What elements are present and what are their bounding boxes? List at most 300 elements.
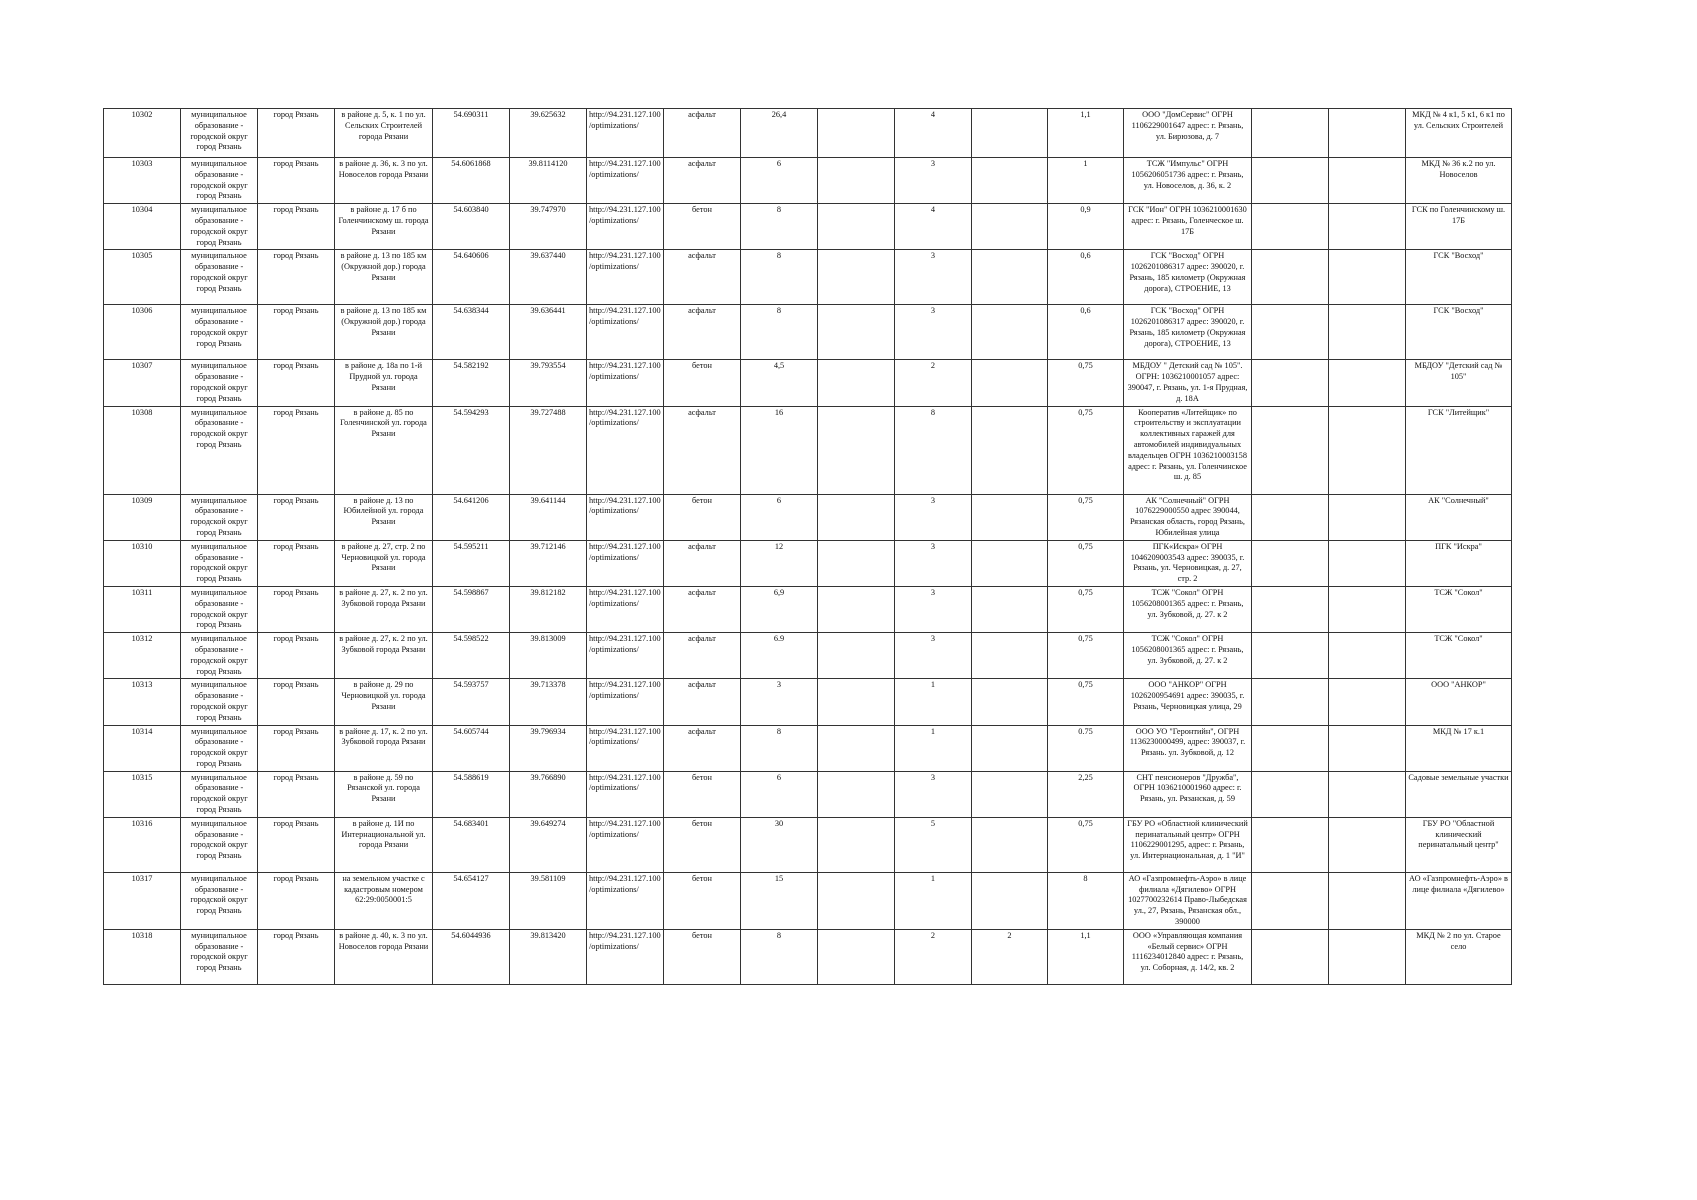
table-row [104, 406, 1512, 494]
cell-latitude: 54.6061868 [433, 158, 510, 204]
cell-col-10 [818, 204, 895, 250]
cell-col-16 [1329, 494, 1406, 540]
cell-area: 8 [741, 725, 818, 771]
cell-distance: 0,75 [1048, 360, 1124, 406]
cell-id: 10313 [104, 679, 181, 725]
cell-id: 10316 [104, 817, 181, 872]
cell-settlement: город Рязань [258, 929, 335, 984]
cell-col-15 [1252, 204, 1329, 250]
cell-area: 6,9 [741, 586, 818, 632]
cell-latitude: 54.683401 [433, 817, 510, 872]
cell-location: в районе д. 1И по Интернациональной ул. города Рязани [335, 817, 433, 872]
cell-col-15 [1252, 305, 1329, 360]
cell-distance: 0,9 [1048, 204, 1124, 250]
cell-col-16 [1329, 109, 1406, 158]
cell-municipality: муниципальное образование - городской округ город Рязань [181, 817, 258, 872]
cell-spaces: 3 [895, 771, 972, 817]
cell-map-link: http://94.231.127.100/optimizations/ [587, 771, 664, 817]
cell-surface-type: асфальт [664, 158, 741, 204]
cell-area: 3 [741, 679, 818, 725]
cell-spaces-extra [972, 305, 1048, 360]
cell-distance: 0,75 [1048, 406, 1124, 494]
cell-latitude: 54.6044936 [433, 929, 510, 984]
cell-latitude: 54.598867 [433, 586, 510, 632]
table-row [104, 250, 1512, 305]
cell-owner-info: ООО УО "Геронтийн", ОГРН 1136230000499, адрес: 390037, г. Рязань. ул. Зубковой, д. 12 [1124, 725, 1252, 771]
cell-spaces-extra [972, 250, 1048, 305]
cell-location: в районе д. 18а по 1-й Прудной ул. города Рязани [335, 360, 433, 406]
cell-surface-type: бетон [664, 204, 741, 250]
cell-longitude: 39.747970 [510, 204, 587, 250]
cell-surface-type: асфальт [664, 250, 741, 305]
cell-location: в районе д. 27, к. 2 по ул. Зубковой города Рязани [335, 586, 433, 632]
cell-owner-info: ООО "АНКОР" ОГРН 1026200954691 адрес: 390035, г. Рязань, Черновицкая улица, 29 [1124, 679, 1252, 725]
cell-owner-info: ГСК "Восход" ОГРН 1026201086317 адрес: 390020, г. Рязань, 185 километр (Окружная дорога), СТРОЕНИЕ, 13 [1124, 305, 1252, 360]
cell-distance: 0,75 [1048, 540, 1124, 586]
cell-map-link: http://94.231.127.100/optimizations/ [587, 817, 664, 872]
cell-spaces-extra [972, 586, 1048, 632]
cell-distance: 1,1 [1048, 929, 1124, 984]
cell-spaces: 3 [895, 250, 972, 305]
cell-map-link: http://94.231.127.100/optimizations/ [587, 158, 664, 204]
cell-id: 10317 [104, 872, 181, 929]
cell-distance: 1 [1048, 158, 1124, 204]
cell-served-objects: ПГК "Искра" [1406, 540, 1512, 586]
cell-col-15 [1252, 679, 1329, 725]
cell-area: 6.9 [741, 633, 818, 679]
cell-col-10 [818, 250, 895, 305]
cell-col-10 [818, 586, 895, 632]
cell-location: в районе д. 59 по Рязанской ул. города Рязани [335, 771, 433, 817]
cell-longitude: 39.581109 [510, 872, 587, 929]
cell-spaces: 2 [895, 360, 972, 406]
cell-spaces: 3 [895, 305, 972, 360]
table-row [104, 817, 1512, 872]
cell-settlement: город Рязань [258, 872, 335, 929]
cell-location: в районе д. 17, к. 2 по ул. Зубковой города Рязани [335, 725, 433, 771]
cell-latitude: 54.582192 [433, 360, 510, 406]
cell-col-16 [1329, 204, 1406, 250]
cell-municipality: муниципальное образование - городской округ город Рязань [181, 406, 258, 494]
cell-col-15 [1252, 929, 1329, 984]
cell-settlement: город Рязань [258, 360, 335, 406]
table-row [104, 872, 1512, 929]
cell-longitude: 39.813420 [510, 929, 587, 984]
cell-served-objects: ТСЖ "Сокол" [1406, 586, 1512, 632]
cell-latitude: 54.654127 [433, 872, 510, 929]
cell-settlement: город Рязань [258, 109, 335, 158]
cell-municipality: муниципальное образование - городской округ город Рязань [181, 633, 258, 679]
cell-col-10 [818, 771, 895, 817]
cell-municipality: муниципальное образование - городской округ город Рязань [181, 360, 258, 406]
cell-map-link: http://94.231.127.100/optimizations/ [587, 250, 664, 305]
cell-distance: 0,75 [1048, 633, 1124, 679]
cell-municipality: муниципальное образование - городской округ город Рязань [181, 250, 258, 305]
cell-col-15 [1252, 586, 1329, 632]
cell-served-objects: МКД № 2 по ул. Старое село [1406, 929, 1512, 984]
cell-id: 10308 [104, 406, 181, 494]
table-row [104, 204, 1512, 250]
cell-distance: 0,75 [1048, 817, 1124, 872]
table-row [104, 305, 1512, 360]
cell-settlement: город Рязань [258, 771, 335, 817]
cell-col-15 [1252, 872, 1329, 929]
cell-surface-type: асфальт [664, 406, 741, 494]
cell-location: в районе д. 29 по Черновицкой ул. города Рязани [335, 679, 433, 725]
cell-settlement: город Рязань [258, 633, 335, 679]
cell-spaces-extra [972, 406, 1048, 494]
cell-surface-type: бетон [664, 494, 741, 540]
cell-map-link: http://94.231.127.100/optimizations/ [587, 586, 664, 632]
cell-col-16 [1329, 633, 1406, 679]
cell-map-link: http://94.231.127.100/optimizations/ [587, 494, 664, 540]
cell-surface-type: бетон [664, 929, 741, 984]
cell-municipality: муниципальное образование - городской округ город Рязань [181, 872, 258, 929]
cell-id: 10307 [104, 360, 181, 406]
cell-owner-info: ООО «Управляющая компания «Белый сервис» ОГРН 1116234012840 адрес: г. Рязань, ул. Соборная, д. 14/2, кв. 2 [1124, 929, 1252, 984]
cell-distance: 1,1 [1048, 109, 1124, 158]
cell-area: 12 [741, 540, 818, 586]
cell-map-link: http://94.231.127.100/optimizations/ [587, 872, 664, 929]
cell-latitude: 54.605744 [433, 725, 510, 771]
cell-area: 8 [741, 250, 818, 305]
cell-area: 8 [741, 305, 818, 360]
cell-served-objects: АО «Газпромнефть-Аэро» в лице филиала «Дягилево» [1406, 872, 1512, 929]
cell-col-10 [818, 872, 895, 929]
cell-served-objects: МКД № 17 к.1 [1406, 725, 1512, 771]
cell-area: 4,5 [741, 360, 818, 406]
cell-spaces: 1 [895, 872, 972, 929]
cell-col-15 [1252, 771, 1329, 817]
cell-latitude: 54.603840 [433, 204, 510, 250]
cell-settlement: город Рязань [258, 406, 335, 494]
table-row [104, 360, 1512, 406]
cell-spaces-extra [972, 679, 1048, 725]
cell-longitude: 39.727488 [510, 406, 587, 494]
cell-settlement: город Рязань [258, 540, 335, 586]
cell-area: 6 [741, 158, 818, 204]
cell-spaces: 5 [895, 817, 972, 872]
cell-col-16 [1329, 817, 1406, 872]
cell-map-link: http://94.231.127.100/optimizations/ [587, 109, 664, 158]
cell-longitude: 39.812182 [510, 586, 587, 632]
cell-col-16 [1329, 540, 1406, 586]
cell-id: 10302 [104, 109, 181, 158]
cell-municipality: муниципальное образование - городской округ город Рязань [181, 494, 258, 540]
table-row [104, 540, 1512, 586]
table-row [104, 109, 1512, 158]
cell-location: в районе д. 13 по Юбилейной ул. города Рязани [335, 494, 433, 540]
cell-map-link: http://94.231.127.100/optimizations/ [587, 929, 664, 984]
cell-owner-info: ГСК "Восход" ОГРН 1026201086317 адрес: 390020, г. Рязань, 185 километр (Окружная дорога), СТРОЕНИЕ, 13 [1124, 250, 1252, 305]
cell-location: в районе д. 17 б по Голенчинскому ш. города Рязани [335, 204, 433, 250]
table-row [104, 494, 1512, 540]
cell-id: 10305 [104, 250, 181, 305]
cell-col-10 [818, 406, 895, 494]
cell-owner-info: МБДОУ " Детский сад № 105". ОГРН: 1036210001057 адрес: 390047, г. Рязань, ул. 1-я Прудная, д. 18А [1124, 360, 1252, 406]
table-row [104, 158, 1512, 204]
cell-map-link: http://94.231.127.100/optimizations/ [587, 406, 664, 494]
cell-spaces: 8 [895, 406, 972, 494]
cell-surface-type: бетон [664, 817, 741, 872]
cell-owner-info: ГБУ РО «Областной клинический перинатальный центр» ОГРН 1106229001295, адрес: г. Рязань, ул. Интернациональная, д. 1 "И" [1124, 817, 1252, 872]
cell-id: 10310 [104, 540, 181, 586]
cell-surface-type: бетон [664, 872, 741, 929]
cell-latitude: 54.594293 [433, 406, 510, 494]
cell-distance: 0,75 [1048, 679, 1124, 725]
cell-longitude: 39.636441 [510, 305, 587, 360]
cell-location: на земельном участке с кадастровым номером 62:29:0050001:5 [335, 872, 433, 929]
cell-served-objects: Садовые земельные участки [1406, 771, 1512, 817]
cell-served-objects: ТСЖ "Сокол" [1406, 633, 1512, 679]
cell-longitude: 39.712146 [510, 540, 587, 586]
cell-settlement: город Рязань [258, 725, 335, 771]
cell-spaces-extra [972, 817, 1048, 872]
cell-longitude: 39.625632 [510, 109, 587, 158]
cell-area: 6 [741, 771, 818, 817]
cell-col-16 [1329, 771, 1406, 817]
cell-owner-info: ТСЖ "Сокол" ОГРН 1056208001365 адрес: г. Рязань, ул. Зубковой, д. 27. к 2 [1124, 633, 1252, 679]
cell-location: в районе д. 5, к. 1 по ул. Сельских Строителей города Рязани [335, 109, 433, 158]
cell-municipality: муниципальное образование - городской округ город Рязань [181, 679, 258, 725]
cell-longitude: 39.813009 [510, 633, 587, 679]
cell-location: в районе д. 13 по 185 км (Окружной дор.) города Рязани [335, 250, 433, 305]
cell-distance: 0,75 [1048, 494, 1124, 540]
cell-surface-type: асфальт [664, 633, 741, 679]
cell-spaces-extra [972, 771, 1048, 817]
cell-area: 26,4 [741, 109, 818, 158]
cell-id: 10303 [104, 158, 181, 204]
cell-latitude: 54.638344 [433, 305, 510, 360]
cell-municipality: муниципальное образование - городской округ город Рязань [181, 586, 258, 632]
cell-served-objects: ГСК по Голенчинскому ш. 17Б [1406, 204, 1512, 250]
cell-spaces: 3 [895, 540, 972, 586]
cell-distance: 0,75 [1048, 586, 1124, 632]
cell-map-link: http://94.231.127.100/optimizations/ [587, 633, 664, 679]
cell-settlement: город Рязань [258, 204, 335, 250]
cell-served-objects: МКД № 4 к1, 5 к1, 6 к1 по ул. Сельских Строителей [1406, 109, 1512, 158]
cell-latitude: 54.595211 [433, 540, 510, 586]
cell-longitude: 39.796934 [510, 725, 587, 771]
cell-col-16 [1329, 250, 1406, 305]
cell-map-link: http://94.231.127.100/optimizations/ [587, 204, 664, 250]
cell-latitude: 54.588619 [433, 771, 510, 817]
cell-col-16 [1329, 586, 1406, 632]
cell-location: в районе д. 40, к. 3 по ул. Новоселов города Рязани [335, 929, 433, 984]
cell-spaces-extra [972, 633, 1048, 679]
cell-spaces-extra [972, 158, 1048, 204]
cell-spaces-extra [972, 494, 1048, 540]
cell-spaces-extra [972, 872, 1048, 929]
cell-map-link: http://94.231.127.100/optimizations/ [587, 679, 664, 725]
cell-area: 8 [741, 929, 818, 984]
cell-distance: 0,6 [1048, 250, 1124, 305]
cell-col-15 [1252, 494, 1329, 540]
cell-latitude: 54.593757 [433, 679, 510, 725]
cell-spaces-extra: 2 [972, 929, 1048, 984]
cell-municipality: муниципальное образование - городской округ город Рязань [181, 109, 258, 158]
cell-longitude: 39.649274 [510, 817, 587, 872]
cell-surface-type: асфальт [664, 109, 741, 158]
cell-latitude: 54.598522 [433, 633, 510, 679]
cell-owner-info: ГСК "Ион" ОГРН 1036210001630 адрес: г. Рязань, Голенческое ш. 17Б [1124, 204, 1252, 250]
cell-owner-info: ТСЖ "Сокол" ОГРН 1056208001365 адрес: г. Рязань, ул. Зубковой, д. 27. к 2 [1124, 586, 1252, 632]
cell-area: 8 [741, 204, 818, 250]
cell-col-16 [1329, 679, 1406, 725]
cell-served-objects: ГСК "Восход" [1406, 250, 1512, 305]
cell-longitude: 39.793554 [510, 360, 587, 406]
cell-spaces-extra [972, 725, 1048, 771]
cell-col-15 [1252, 360, 1329, 406]
cell-col-15 [1252, 109, 1329, 158]
cell-municipality: муниципальное образование - городской округ город Рязань [181, 771, 258, 817]
cell-spaces: 1 [895, 725, 972, 771]
cell-col-10 [818, 360, 895, 406]
cell-spaces: 3 [895, 633, 972, 679]
cell-col-10 [818, 540, 895, 586]
cell-id: 10309 [104, 494, 181, 540]
cell-municipality: муниципальное образование - городской округ город Рязань [181, 929, 258, 984]
cell-col-15 [1252, 158, 1329, 204]
cell-area: 16 [741, 406, 818, 494]
cell-col-16 [1329, 360, 1406, 406]
cell-id: 10315 [104, 771, 181, 817]
cell-col-15 [1252, 817, 1329, 872]
cell-spaces: 3 [895, 494, 972, 540]
cell-map-link: http://94.231.127.100/optimizations/ [587, 725, 664, 771]
cell-municipality: муниципальное образование - городской округ город Рязань [181, 158, 258, 204]
cell-served-objects: ГБУ РО "Областной клинический перинатальный центр" [1406, 817, 1512, 872]
cell-latitude: 54.641206 [433, 494, 510, 540]
cell-spaces-extra [972, 540, 1048, 586]
cell-location: в районе д. 27, стр. 2 по Черновицкой ул. города Рязани [335, 540, 433, 586]
cell-owner-info: АО «Газпромнефть-Аэро» в лице филиала «Дягилево» ОГРН 1027700232614 Право-Лыбедская ул., 27, Рязань, Рязанская обл., 390000 [1124, 872, 1252, 929]
cell-location: в районе д. 36, к. 3 по ул. Новоселов города Рязани [335, 158, 433, 204]
cell-settlement: город Рязань [258, 158, 335, 204]
cell-spaces: 1 [895, 679, 972, 725]
cell-map-link: http://94.231.127.100/optimizations/ [587, 305, 664, 360]
cell-surface-type: асфальт [664, 305, 741, 360]
cell-id: 10314 [104, 725, 181, 771]
cell-longitude: 39.641144 [510, 494, 587, 540]
cell-longitude: 39.766890 [510, 771, 587, 817]
cell-longitude: 39.637440 [510, 250, 587, 305]
table-row [104, 679, 1512, 725]
cell-spaces: 3 [895, 158, 972, 204]
cell-spaces-extra [972, 360, 1048, 406]
table-row [104, 929, 1512, 984]
cell-latitude: 54.640606 [433, 250, 510, 305]
cell-settlement: город Рязань [258, 679, 335, 725]
cell-served-objects: МКД № 36 к.2 по ул. Новоселов [1406, 158, 1512, 204]
cell-municipality: муниципальное образование - городской округ город Рязань [181, 725, 258, 771]
cell-spaces: 4 [895, 204, 972, 250]
cell-surface-type: бетон [664, 360, 741, 406]
cell-served-objects: ГСК "Литейщик" [1406, 406, 1512, 494]
cell-spaces-extra [972, 204, 1048, 250]
cell-surface-type: асфальт [664, 540, 741, 586]
cell-served-objects: АК "Солнечный" [1406, 494, 1512, 540]
cell-surface-type: асфальт [664, 586, 741, 632]
cell-map-link: http://94.231.127.100/optimizations/ [587, 360, 664, 406]
cell-col-10 [818, 929, 895, 984]
cell-id: 10306 [104, 305, 181, 360]
cell-id: 10311 [104, 586, 181, 632]
cell-col-16 [1329, 872, 1406, 929]
cell-area: 6 [741, 494, 818, 540]
cell-id: 10304 [104, 204, 181, 250]
cell-col-10 [818, 494, 895, 540]
cell-surface-type: бетон [664, 771, 741, 817]
cell-col-15 [1252, 406, 1329, 494]
cell-col-10 [818, 725, 895, 771]
cell-col-16 [1329, 406, 1406, 494]
table-row [104, 771, 1512, 817]
cell-id: 10318 [104, 929, 181, 984]
cell-municipality: муниципальное образование - городской округ город Рязань [181, 540, 258, 586]
cell-distance: 0,6 [1048, 305, 1124, 360]
cell-col-15 [1252, 250, 1329, 305]
cell-col-10 [818, 817, 895, 872]
cell-col-16 [1329, 305, 1406, 360]
cell-spaces-extra [972, 109, 1048, 158]
cell-id: 10312 [104, 633, 181, 679]
cell-settlement: город Рязань [258, 250, 335, 305]
cell-col-15 [1252, 633, 1329, 679]
cell-distance: 2,25 [1048, 771, 1124, 817]
cell-col-16 [1329, 158, 1406, 204]
registry-table [103, 108, 1512, 985]
table-row [104, 633, 1512, 679]
cell-settlement: город Рязань [258, 305, 335, 360]
cell-col-10 [818, 305, 895, 360]
cell-col-15 [1252, 725, 1329, 771]
cell-distance: 0.75 [1048, 725, 1124, 771]
cell-location: в районе д. 13 по 185 км (Окружной дор.) города Рязани [335, 305, 433, 360]
cell-served-objects: МБДОУ "Детский сад № 105" [1406, 360, 1512, 406]
cell-spaces: 4 [895, 109, 972, 158]
cell-col-16 [1329, 725, 1406, 771]
cell-location: в районе д. 85 по Голенчинской ул. города Рязани [335, 406, 433, 494]
cell-served-objects: ООО "АНКОР" [1406, 679, 1512, 725]
cell-owner-info: ООО "ДомСервис" ОГРН 1106229001647 адрес: г. Рязань, ул. Бирюзова, д. 7 [1124, 109, 1252, 158]
cell-col-10 [818, 679, 895, 725]
cell-settlement: город Рязань [258, 586, 335, 632]
cell-area: 15 [741, 872, 818, 929]
cell-settlement: город Рязань [258, 817, 335, 872]
cell-owner-info: ПГК«Искра» ОГРН 1046209003543 адрес: 390035, г. Рязань, ул. Черновицкая, д. 27, стр. 2 [1124, 540, 1252, 586]
cell-owner-info: АК "Солнечный" ОГРН 1076229000550 адрес 390044, Рязанская область, город Рязань, Юбилейная улица [1124, 494, 1252, 540]
cell-col-16 [1329, 929, 1406, 984]
cell-location: в районе д. 27, к. 2 по ул. Зубковой города Рязани [335, 633, 433, 679]
cell-surface-type: асфальт [664, 725, 741, 771]
cell-col-10 [818, 633, 895, 679]
cell-longitude: 39.713378 [510, 679, 587, 725]
table-row [104, 586, 1512, 632]
cell-settlement: город Рязань [258, 494, 335, 540]
cell-col-10 [818, 158, 895, 204]
cell-owner-info: Кооператив «Литейщик» по строительству и эксплуатации коллективных гаражей для автомобилей индивидуальных владельцев ОГРН 1036210003158 адрес: г. Рязань, ул. Голенчинское ш. д. 85 [1124, 406, 1252, 494]
cell-map-link: http://94.231.127.100/optimizations/ [587, 540, 664, 586]
cell-col-15 [1252, 540, 1329, 586]
cell-area: 30 [741, 817, 818, 872]
cell-served-objects: ГСК "Восход" [1406, 305, 1512, 360]
cell-surface-type: асфальт [664, 679, 741, 725]
cell-col-10 [818, 109, 895, 158]
cell-owner-info: СНТ пенсионеров "Дружба", ОГРН 1036210001960 адрес: г. Рязань, ул. Рязанская, д. 59 [1124, 771, 1252, 817]
cell-distance: 8 [1048, 872, 1124, 929]
cell-spaces: 3 [895, 586, 972, 632]
